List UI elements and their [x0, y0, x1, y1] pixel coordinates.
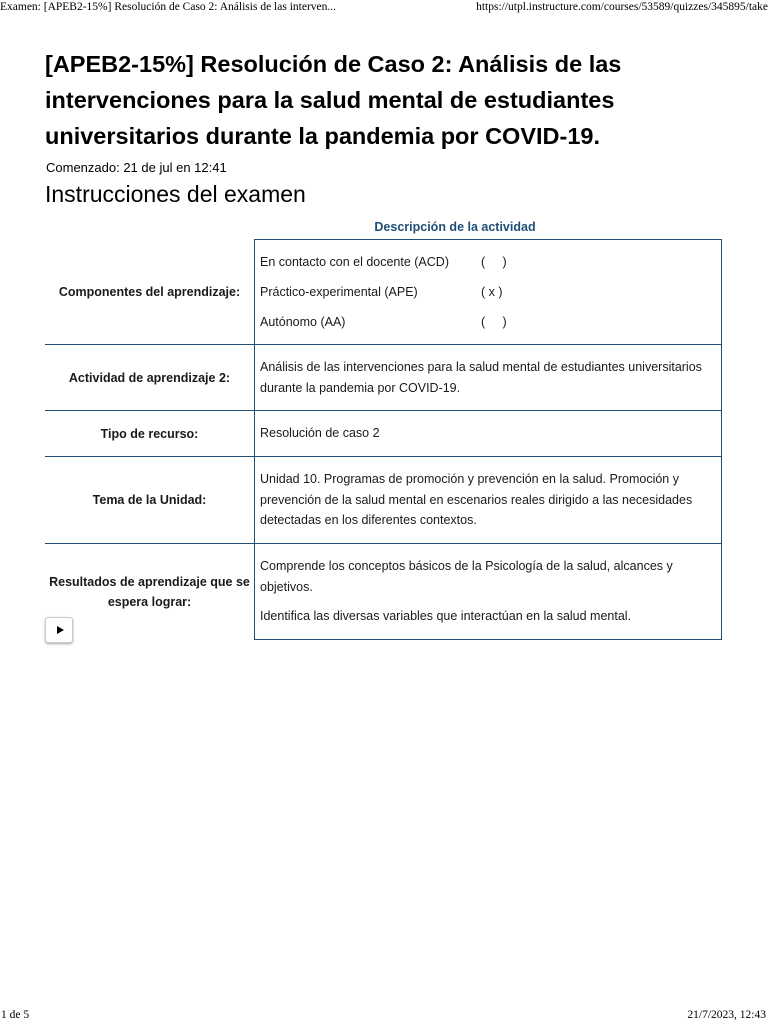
component-line: [260, 277, 716, 307]
print-header: [0, 0, 768, 18]
quiz-title: [APEB2-15%] Resolución de Caso 2: Análisis de las intervenciones para la salud mental de estudiantes universitarios durante la pandemia por COVID-19.: [45, 51, 622, 149]
components-cell: [255, 240, 722, 345]
components-label: Componentes del aprendizaje:: [58, 284, 241, 299]
table-row: [45, 411, 722, 457]
component-line: [260, 307, 716, 337]
print-header-url: https://utpl.instructure.com/courses/53589/quizzes/345895/take: [476, 1, 768, 13]
table-row: [45, 457, 722, 544]
learning-result-item: Comprende los conceptos básicos de la Psicología de la salud, alcances y objetivos.: [260, 559, 673, 594]
activity-description-table: [45, 239, 722, 640]
learning-results-cell: [255, 544, 722, 640]
activity-label: Actividad de aprendizaje 2:: [45, 345, 255, 411]
learning-results-label: Resultados de aprendizaje que se espera lograr:: [45, 544, 255, 640]
resource-type-label: Tipo de recurso:: [45, 411, 255, 457]
table-row: [45, 544, 722, 640]
print-footer: [0, 1009, 768, 1024]
activity-value: Análisis de las intervenciones para la salud mental de estudiantes universitarios durante la pandemia por COVID-19.: [255, 345, 722, 411]
unit-topic-label: Tema de la Unidad:: [45, 457, 255, 544]
resource-type-value: Resolución de caso 2: [255, 411, 722, 457]
component-mark: ( ): [481, 254, 507, 269]
instructions-heading: Instrucciones del examen: [45, 181, 306, 207]
component-name: En contacto con el docente (ACD): [260, 254, 449, 269]
learning-result-item: Identifica las diversas variables que interactúan en la salud mental.: [260, 609, 632, 624]
unit-topic-value: Unidad 10. Programas de promoción y prevención en la salud. Promoción y prevención de la salud mental en escenarios reales dirigido a las necesidades detectadas en los diferentes contextos.: [255, 457, 722, 544]
component-mark: ( x ): [481, 284, 503, 299]
component-name: Práctico-experimental (APE): [260, 284, 418, 299]
component-name: Autónomo (AA): [260, 314, 346, 329]
print-header-title: Examen: [APEB2-15%] Resolución de Caso 2: Análisis de las interven...: [0, 1, 336, 13]
activity-table-caption: Descripción de la actividad: [374, 220, 536, 234]
table-row: [45, 240, 722, 345]
print-datetime: 21/7/2023, 12:43: [687, 1009, 766, 1021]
component-line: [260, 247, 716, 277]
print-page-number: 1 de 5: [1, 1009, 30, 1021]
quiz-started-time: Comenzado: 21 de jul en 12:41: [46, 160, 227, 175]
table-row: [45, 345, 722, 411]
play-icon: [57, 626, 64, 634]
play-button[interactable]: [45, 617, 73, 643]
component-mark: ( ): [481, 314, 507, 329]
